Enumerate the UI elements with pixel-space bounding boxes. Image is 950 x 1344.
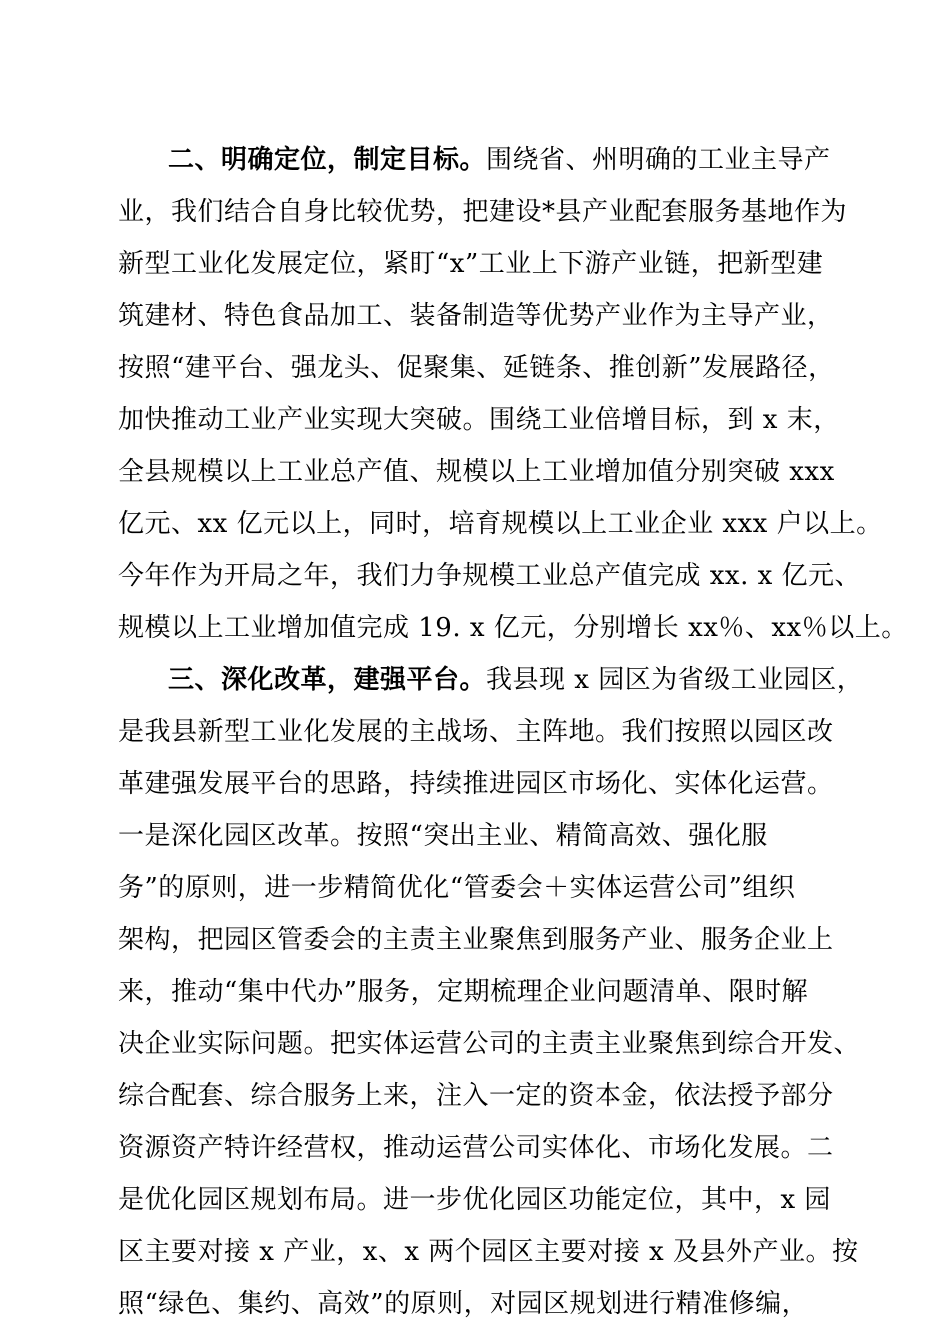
paragraph-2-text: 我县现 x 园区为省级工业园区，	[486, 665, 864, 695]
paragraph-2-line-4: 一是深化园区改革。按照“突出主业、精简高效、强化服	[118, 821, 768, 851]
paragraph-2-line-12: 区主要对接 x 产业，x、x 两个园区主要对接 x 及县外产业。按	[118, 1237, 859, 1267]
paragraph-2-line-6: 架构，把园区管委会的主责主业聚焦到服务产业、服务企业上	[118, 925, 834, 955]
paragraph-2-heading: 三、深化改革，建强平台。	[168, 665, 487, 695]
paragraph-1-line-7: 全县规模以上工业总产值、规模以上工业增加值分别突破 xxx	[118, 457, 835, 487]
paragraph-1-line-9: 今年作为开局之年，我们力争规模工业总产值完成 xx. x 亿元、	[118, 561, 862, 591]
paragraph-1-line-5: 按照“建平台、强龙头、促聚集、延链条、推创新”发展路径，	[118, 353, 835, 383]
paragraph-2-line-11: 是优化园区规划布局。进一步优化园区功能定位，其中，x 园	[118, 1185, 831, 1215]
paragraph-1-text: 围绕省、州明确的工业主导产	[486, 145, 831, 175]
paragraph-2-line-5: 务”的原则，进一步精简优化“管委会＋实体运营公司”组织	[118, 873, 796, 903]
paragraph-2-line-9: 综合配套、综合服务上来，注入一定的资本金，依法授予部分	[118, 1081, 834, 1111]
paragraph-2-line-7: 来，推动“集中代办”服务，定期梳理企业问题清单、限时解	[118, 977, 809, 1007]
paragraph-1-line-1	[168, 134, 831, 186]
paragraph-2-line-13: 照“绿色、集约、高效”的原则，对园区规划进行精准修编，	[118, 1289, 809, 1319]
paragraph-1-heading: 二、明确定位，制定目标。	[168, 145, 487, 175]
paragraph-1-line-6: 加快推动工业产业实现大突破。围绕工业倍增目标，到 x 末，	[118, 405, 840, 435]
paragraph-2-line-10: 资源资产特许经营权，推动运营公司实体化、市场化发展。二	[118, 1133, 834, 1163]
paragraph-1-line-4: 筑建材、特色食品加工、装备制造等优势产业作为主导产业，	[118, 301, 834, 331]
paragraph-1-line-2: 业，我们结合自身比较优势，把建设*县产业配套服务基地作为	[118, 197, 848, 227]
paragraph-2-line-8: 决企业实际问题。把实体运营公司的主责主业聚焦到综合开发、	[118, 1029, 861, 1059]
paragraph-2-line-3: 革建强发展平台的思路，持续推进园区市场化、实体化运营。	[118, 769, 834, 799]
paragraph-1-line-3: 新型工业化发展定位，紧盯“x”工业上下游产业链，把新型建	[118, 249, 824, 279]
paragraph-1-line-8: 亿元、xx 亿元以上，同时，培育规模以上工业企业 xxx 户以上。	[118, 509, 883, 539]
paragraph-2-line-1	[168, 654, 863, 706]
paragraph-1-line-10: 规模以上工业增加值完成 19. x 亿元，分别增长 xx％、xx％以上。	[118, 613, 908, 643]
paragraph-2-line-2: 是我县新型工业化发展的主战场、主阵地。我们按照以园区改	[118, 717, 834, 747]
